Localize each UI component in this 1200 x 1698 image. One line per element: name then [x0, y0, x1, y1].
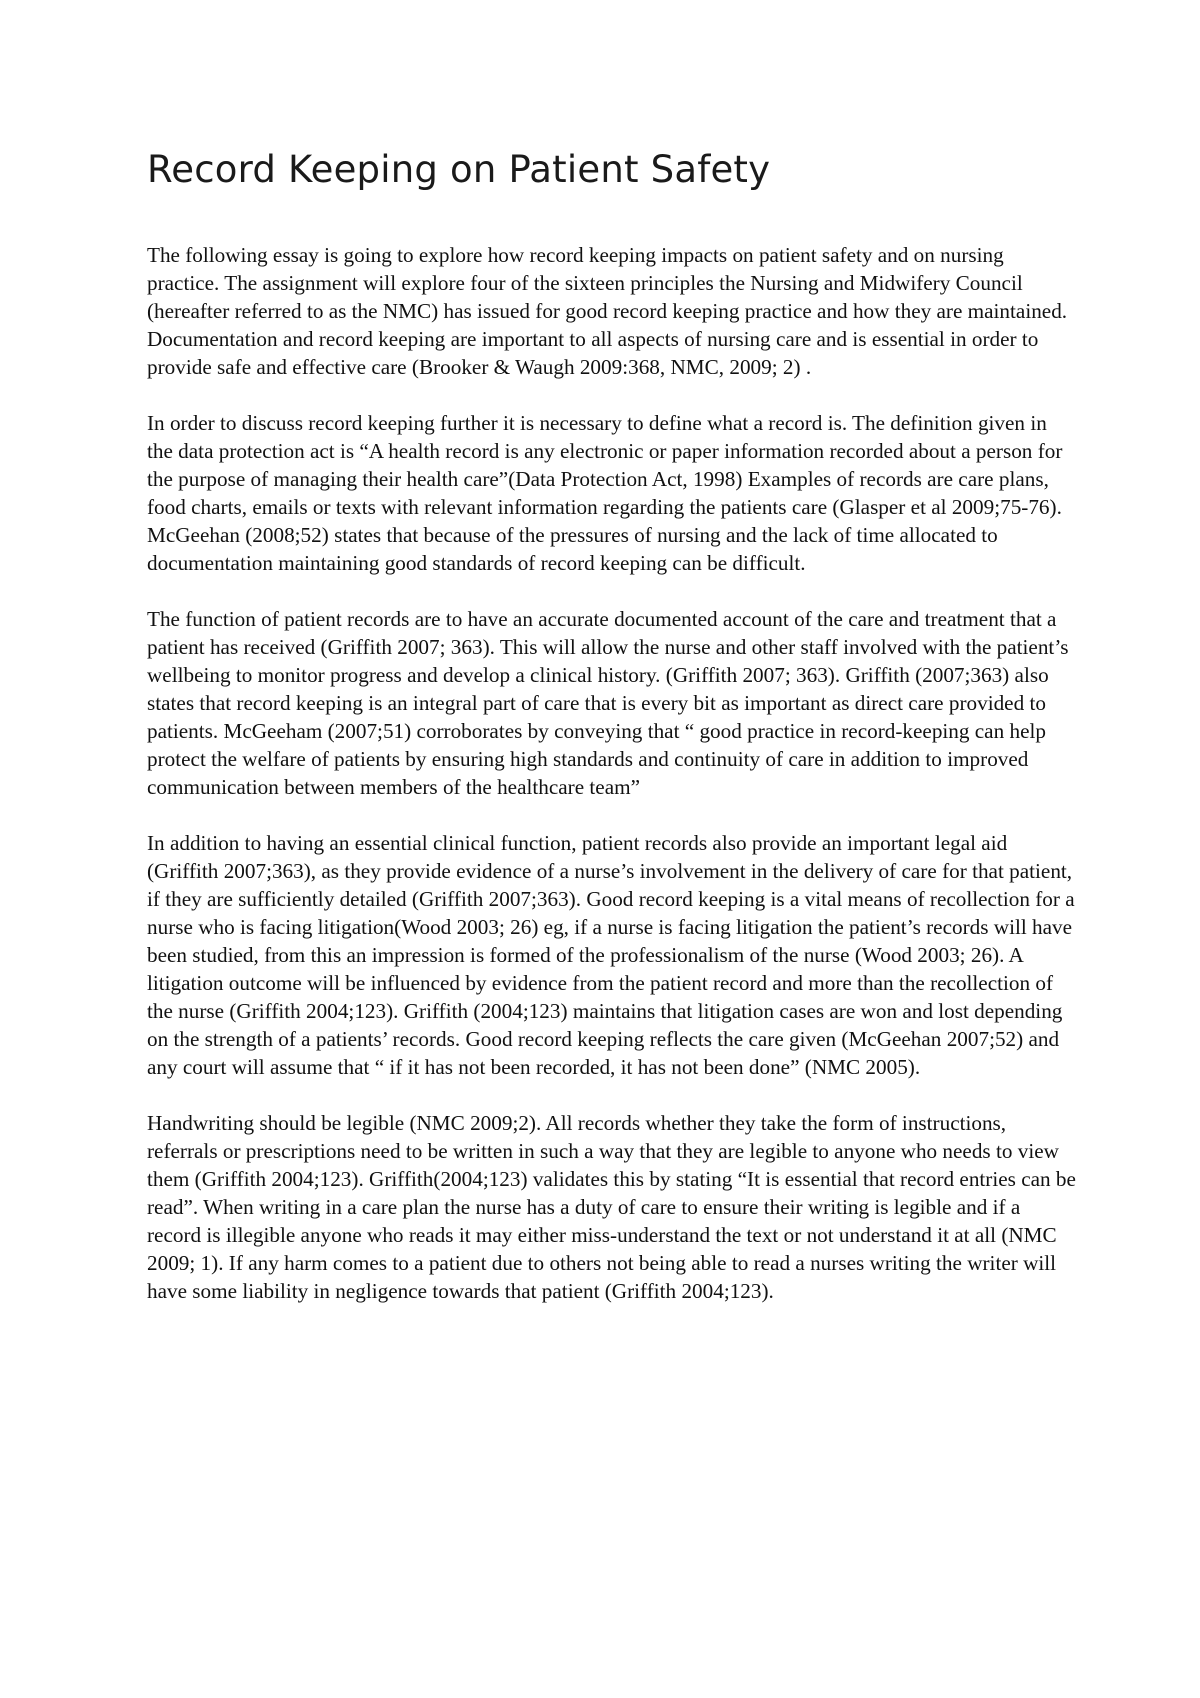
paragraph-record-definition: In order to discuss record keeping further it is necessary to define what a record is. The definition given in the data protection act is “A health record is any electronic or paper information recorded about a person for the purpose of managing their health care”(Data Protection Act, 1998) Examples of records are care plans, food charts, emails or texts with relevant information regarding the patients care (Glasper et al 2009;75-76). McGeehan (2008;52) states that because of the pressures of nursing and the lack of time allocated to documentation maintaining good standards of record keeping can be difficult. [147, 411, 1063, 576]
paragraph-handwriting: Handwriting should be legible (NMC 2009;2). All records whether they take the form of instructions, referrals or prescriptions need to be written in such a way that they are legible to anyone who needs to view them (Griffith 2004;123). Griffith(2004;123) validates this by stating “It is essential that record entries can be read”. When writing in a care plan the nurse has a duty of care to ensure their writing is legible and if a record is illegible anyone who reads it may either miss-understand the text or not understand it at all (NMC 2009; 1). If any harm comes to a patient due to others not being able to read a nurses writing the writer will have some liability in negligence towards that patient (Griffith 2004;123). [147, 1111, 1076, 1304]
paragraph-introduction: The following essay is going to explore how record keeping impacts on patient safety and on nursing practice. The assignment will explore four of the sixteen principles the Nursing and Midwifery Council (hereafter referred to as the NMC) has issued for good record keeping practice and how they are maintained. Documentation and record keeping are important to all aspects of nursing care and is essential in order to provide safe and effective care (Brooker & Waugh 2009:368, NMC, 2009; 2) . [147, 243, 1068, 380]
paragraph-legal-aid: In addition to having an essential clinical function, patient records also provide an important legal aid (Griffith 2007;363), as they provide evidence of a nurse’s involvement in the delivery of care for that patient, if they are sufficiently detailed (Griffith 2007;363). Good record keeping is a vital means of recollection for a nurse who is facing litigation(Wood 2003; 26) eg, if a nurse is facing litigation the patient’s records will have been studied, from this an impression is formed of the professionalism of the nurse (Wood 2003; 26). A litigation outcome will be influenced by evidence from the patient record and more than the recollection of the nurse (Griffith 2004;123). Griffith (2004;123) maintains that litigation cases are won and lost depending on the strength of a patients’ records. Good record keeping reflects the care given (McGeehan 2007;52) and any court will assume that “ if it has not been recorded, it has not been done” (NMC 2005). [147, 831, 1075, 1080]
document-body [147, 146, 1077, 1333]
document-title: Record Keeping on Patient Safety [147, 148, 771, 191]
paragraph-record-function: The function of patient records are to have an accurate documented account of the care and treatment that a patient has received (Griffith 2007; 363). This will allow the nurse and other staff involved with the patient’s wellbeing to monitor progress and develop a clinical history. (Griffith 2007; 363). Griffith (2007;363) also states that record keeping is an integral part of care that is every bit as important as direct care provided to patients. McGeeham (2007;51) corroborates by conveying that “ good practice in record-keeping can help protect the welfare of patients by ensuring high standards and continuity of care in addition to improved communication between members of the healthcare team” [147, 607, 1069, 800]
